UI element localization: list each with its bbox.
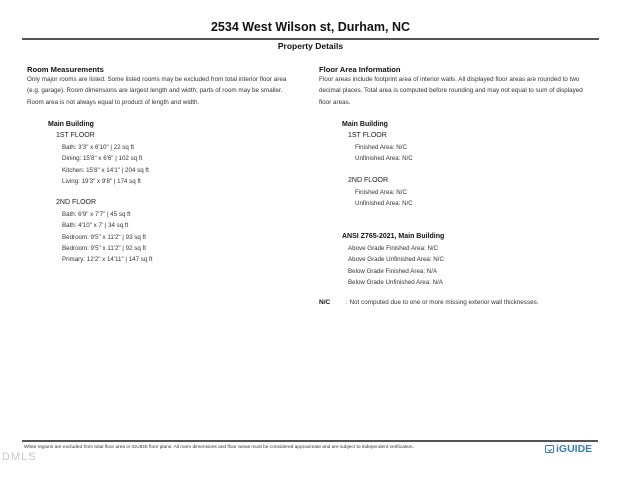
iguide-camera-icon bbox=[545, 445, 554, 453]
area-list-1st-floor bbox=[355, 142, 413, 165]
building-heading: Main Building bbox=[342, 121, 388, 128]
description-line: decimal places. Total area is computed before rounding and may not equal to sum of displayed bbox=[319, 87, 583, 95]
description-line: floor areas. bbox=[319, 98, 351, 106]
area-list-2nd-floor bbox=[355, 187, 413, 210]
ansi-list bbox=[348, 243, 444, 288]
ansi-row: Below Grade Unfinished Area: N/A bbox=[348, 278, 443, 286]
floor-heading-1st: 1ST FLOOR bbox=[56, 132, 95, 139]
area-row: Unfinished Area: N/C bbox=[355, 155, 413, 163]
description-line: Only major rooms are listed. Some listed rooms may be excluded from total interior floor area bbox=[27, 76, 287, 83]
header-divider bbox=[22, 38, 599, 40]
building-heading: Main Building bbox=[48, 121, 94, 128]
footer-divider bbox=[22, 440, 598, 442]
room-row: Dining: 15'8" x 6'6" | 102 sq ft bbox=[62, 155, 143, 163]
area-row: Finished Area: N/C bbox=[355, 144, 407, 151]
room-row: Bedroom: 9'5" x 11'2" | 93 sq ft bbox=[62, 233, 146, 241]
room-row: Kitchen: 15'8" x 14'1" | 204 sq ft bbox=[62, 166, 149, 174]
room-row: Bath: 4'10" x 7' | 34 sq ft bbox=[62, 222, 129, 230]
room-measurements-description bbox=[27, 74, 312, 108]
room-row: Living: 19'3" x 9'8" | 174 sq ft bbox=[62, 177, 141, 185]
floor-area-description bbox=[319, 74, 609, 108]
ansi-heading: ANSI Z765-2021, Main Building bbox=[342, 233, 445, 240]
room-row: Bath: 6'9" x 7'7" | 45 sq ft bbox=[62, 211, 131, 218]
ansi-row: Below Grade Finished Area: N/A bbox=[348, 267, 438, 275]
area-row: Unfinished Area: N/C bbox=[355, 200, 413, 208]
floor-heading-1st: 1ST FLOOR bbox=[348, 132, 387, 139]
iguide-logo bbox=[545, 443, 592, 455]
logo-text: iGUIDE bbox=[556, 443, 593, 455]
watermark: DMLS bbox=[2, 451, 37, 463]
legend-value: : Not computed due to one or more missing exterior wall thicknesses. bbox=[346, 299, 539, 306]
description-line: Floor areas include footprint area of interior walls. All displayed floor areas are rounded to two bbox=[319, 76, 580, 83]
ansi-row: Above Grade Finished Area: N/C bbox=[348, 245, 439, 252]
floor-area-heading: Floor Area Information bbox=[319, 65, 401, 74]
room-row: Primary: 12'2" x 14'11" | 147 sq ft bbox=[62, 256, 153, 264]
floor-heading-2nd: 2ND FLOOR bbox=[56, 199, 97, 206]
area-row: Finished Area: N/C bbox=[355, 189, 407, 196]
room-list-1st-floor bbox=[62, 142, 149, 187]
footer-note: White regions are excluded from total floor area in iGUIDE floor plans. All room dimensions and floor areas must be considered approximate and are subject to independent verification. bbox=[24, 445, 414, 450]
page-subtitle: Property Details bbox=[277, 41, 344, 51]
room-measurements-heading: Room Measurements bbox=[27, 65, 104, 74]
room-list-2nd-floor bbox=[62, 209, 152, 265]
page-title: 2534 West Wilson st, Durham, NC bbox=[210, 20, 410, 34]
description-line: Room area is not always equal to product of length and width. bbox=[27, 98, 200, 106]
legend-key: N/C bbox=[319, 299, 331, 306]
floor-heading-2nd: 2ND FLOOR bbox=[348, 177, 389, 184]
room-row: Bath: 3'3" x 6'10" | 22 sq ft bbox=[62, 144, 134, 151]
ansi-row: Above Grade Unfinished Area: N/C bbox=[348, 256, 444, 264]
description-line: (e.g. garage). Room dimensions are largest length and width; parts of room may be smaller. bbox=[27, 87, 283, 95]
room-row: Bedroom: 9'5" x 11'2" | 92 sq ft bbox=[62, 244, 146, 252]
